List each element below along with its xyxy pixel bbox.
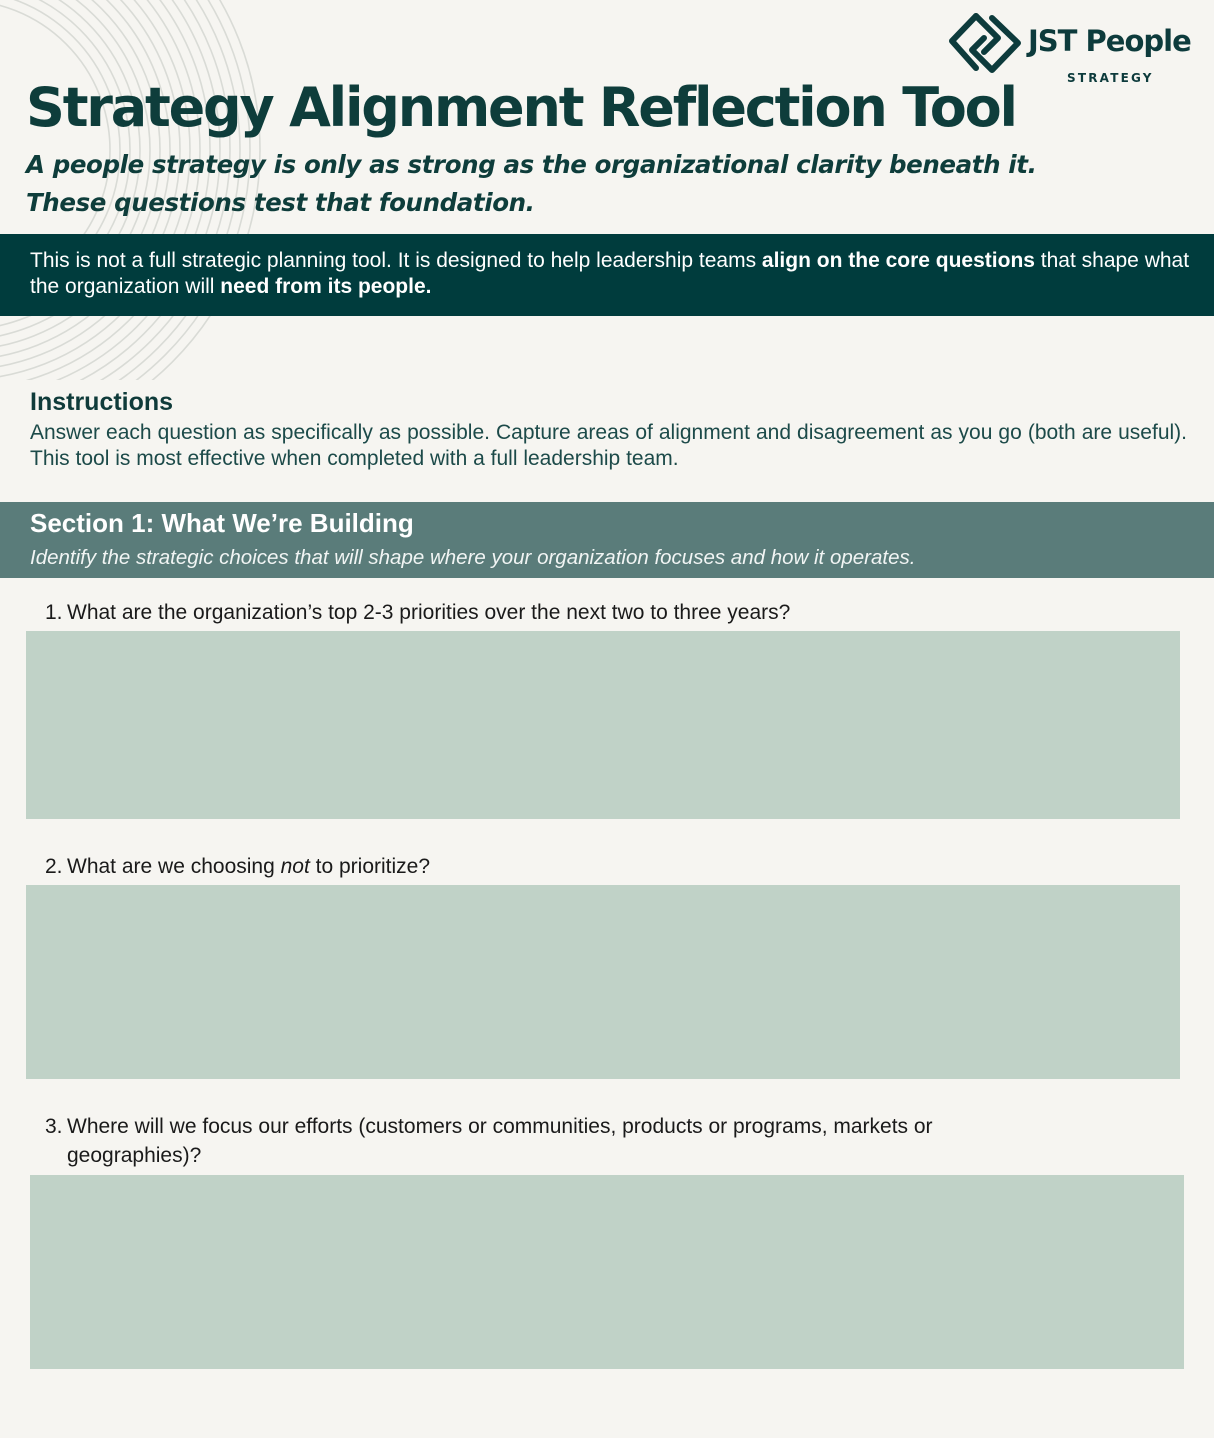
- answer-box-1[interactable]: [26, 631, 1180, 819]
- subtitle-line-1: A people strategy is only as strong as the organizational clarity beneath it.: [26, 150, 1037, 179]
- question-text: What are the organization’s top 2-3 priorities over the next two to three years?: [67, 601, 791, 624]
- question-number: 1.: [45, 601, 63, 624]
- logo-tagline: STRATEGY: [1067, 71, 1154, 85]
- answer-box-3[interactable]: [30, 1175, 1184, 1369]
- instructions-body: Answer each question as specifically as possible. Capture areas of alignment and disagreement as you go (both are useful). This tool is most effective when completed with a full leadership team.: [30, 421, 1187, 470]
- banner-text: [30, 248, 1190, 300]
- question-1: [45, 598, 1185, 627]
- page-title: Strategy Alignment Reflection Tool: [26, 76, 1016, 139]
- logo-mark-icon: [946, 10, 1024, 76]
- question-number: 3.: [45, 1115, 63, 1138]
- banner-text-part-2: that shape what the organization will: [30, 249, 1190, 298]
- question-text-after: to prioritize?: [309, 855, 431, 878]
- question-text: [45, 852, 1185, 881]
- subtitle-line-2: These questions test that foundation.: [26, 188, 535, 217]
- question-3: [45, 1112, 1065, 1170]
- question-text: Where will we focus our efforts (customers or communities, products or programs, markets or geographies)?: [67, 1115, 933, 1167]
- question-emphasis: not: [280, 855, 310, 878]
- company-logo: [946, 10, 1196, 85]
- banner-bold-1: align on the core questions: [761, 249, 1035, 272]
- question-number: 2.: [45, 855, 63, 878]
- section-title: Section 1: What We’re Building: [30, 508, 414, 538]
- intro-banner: [0, 234, 1214, 316]
- logo-name: JST People: [1028, 24, 1191, 58]
- section-header: [0, 502, 1214, 578]
- answer-box-2[interactable]: [26, 885, 1180, 1079]
- section-description: Identify the strategic choices that will shape where your organization focuses and how it operates.: [30, 546, 916, 569]
- instructions-heading: Instructions: [30, 388, 174, 416]
- question-text-before: What are we choosing: [67, 855, 281, 878]
- banner-text-part-1: This is not a full strategic planning tool. It is designed to help leadership teams: [30, 249, 762, 272]
- banner-bold-2: need from its people.: [220, 275, 432, 298]
- page-subtitle: [26, 146, 1126, 222]
- question-2: [45, 852, 1185, 881]
